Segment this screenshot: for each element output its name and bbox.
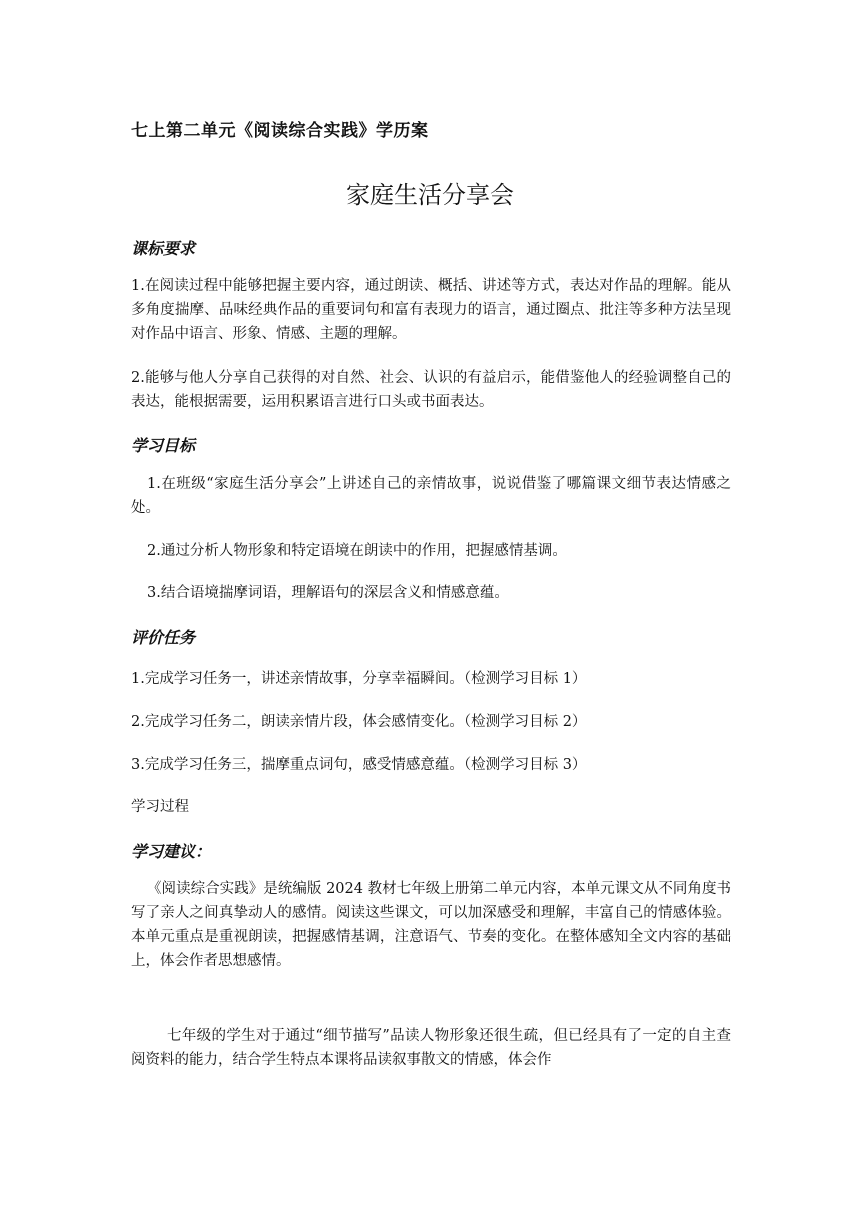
- objective-item-3: 3.结合语境揣摩词语，理解语句的深层含义和情感意蕴。: [147, 585, 509, 601]
- objectives-heading: 学习目标: [131, 436, 196, 455]
- evaluation-item-1: 1.完成学习任务一，讲述亲情故事，分享幸福瞬间。（检测学习目标 1）: [131, 671, 587, 687]
- objective-item-1: 1.在班级“家庭生活分享会”上讲述自己的亲情故事，说说借鉴了哪篇课文细节表达情感之处。: [131, 476, 731, 516]
- evaluation-item-2: 2.完成学习任务二，朗读亲情片段，体会感情变化。（检测学习目标 2）: [131, 714, 587, 730]
- document-header: 七上第二单元《阅读综合实践》学历案: [131, 121, 429, 141]
- advice-paragraph: 《阅读综合实践》是统编版 2024 教材七年级上册第二单元内容，本单元课文从不同角度书写了亲人之间真挚动人的感情。阅读这些课文，可以加深感受和理解，丰富自己的情感体验。本单元重点是重视朗读，把握感情基调，注意语气、节奏的变化。在整体感知全文内容的基础上，体会作者思想感情。: [131, 881, 731, 969]
- curriculum-heading: 课标要求: [131, 239, 196, 258]
- objective-item-2: 2.通过分析人物形象和特定语境在朗读中的作用，把握感情基调。: [147, 543, 567, 559]
- evaluation-heading: 评价任务: [131, 628, 196, 647]
- advice-heading: 学习建议：: [131, 842, 212, 861]
- evaluation-item-3: 3.完成学习任务三，揣摩重点词句，感受情感意蕴。（检测学习目标 3）: [131, 757, 587, 773]
- process-label: 学习过程: [131, 799, 189, 815]
- curriculum-item-2: 2.能够与他人分享自己获得的对自然、社会、认识的有益启示，能借鉴他人的经验调整自己的表达，能根据需要，运用积累语言进行口头或书面表达。: [131, 370, 731, 410]
- curriculum-item-1: 1.在阅读过程中能够把握主要内容，通过朗读、概括、讲述等方式，表达对作品的理解。能从多角度揣摩、品味经典作品的重要词句和富有表现力的语言，通过圈点、批注等多种方法呈现对作品中语言、形象、情感、主题的理解。: [131, 278, 731, 342]
- student-paragraph: 七年级的学生对于通过“细节描写”品读人物形象还很生疏，但已经具有了一定的自主查阅资料的能力，结合学生特点本课将品读叙事散文的情感，体会作: [131, 1028, 731, 1068]
- document-title: 家庭生活分享会: [346, 181, 514, 209]
